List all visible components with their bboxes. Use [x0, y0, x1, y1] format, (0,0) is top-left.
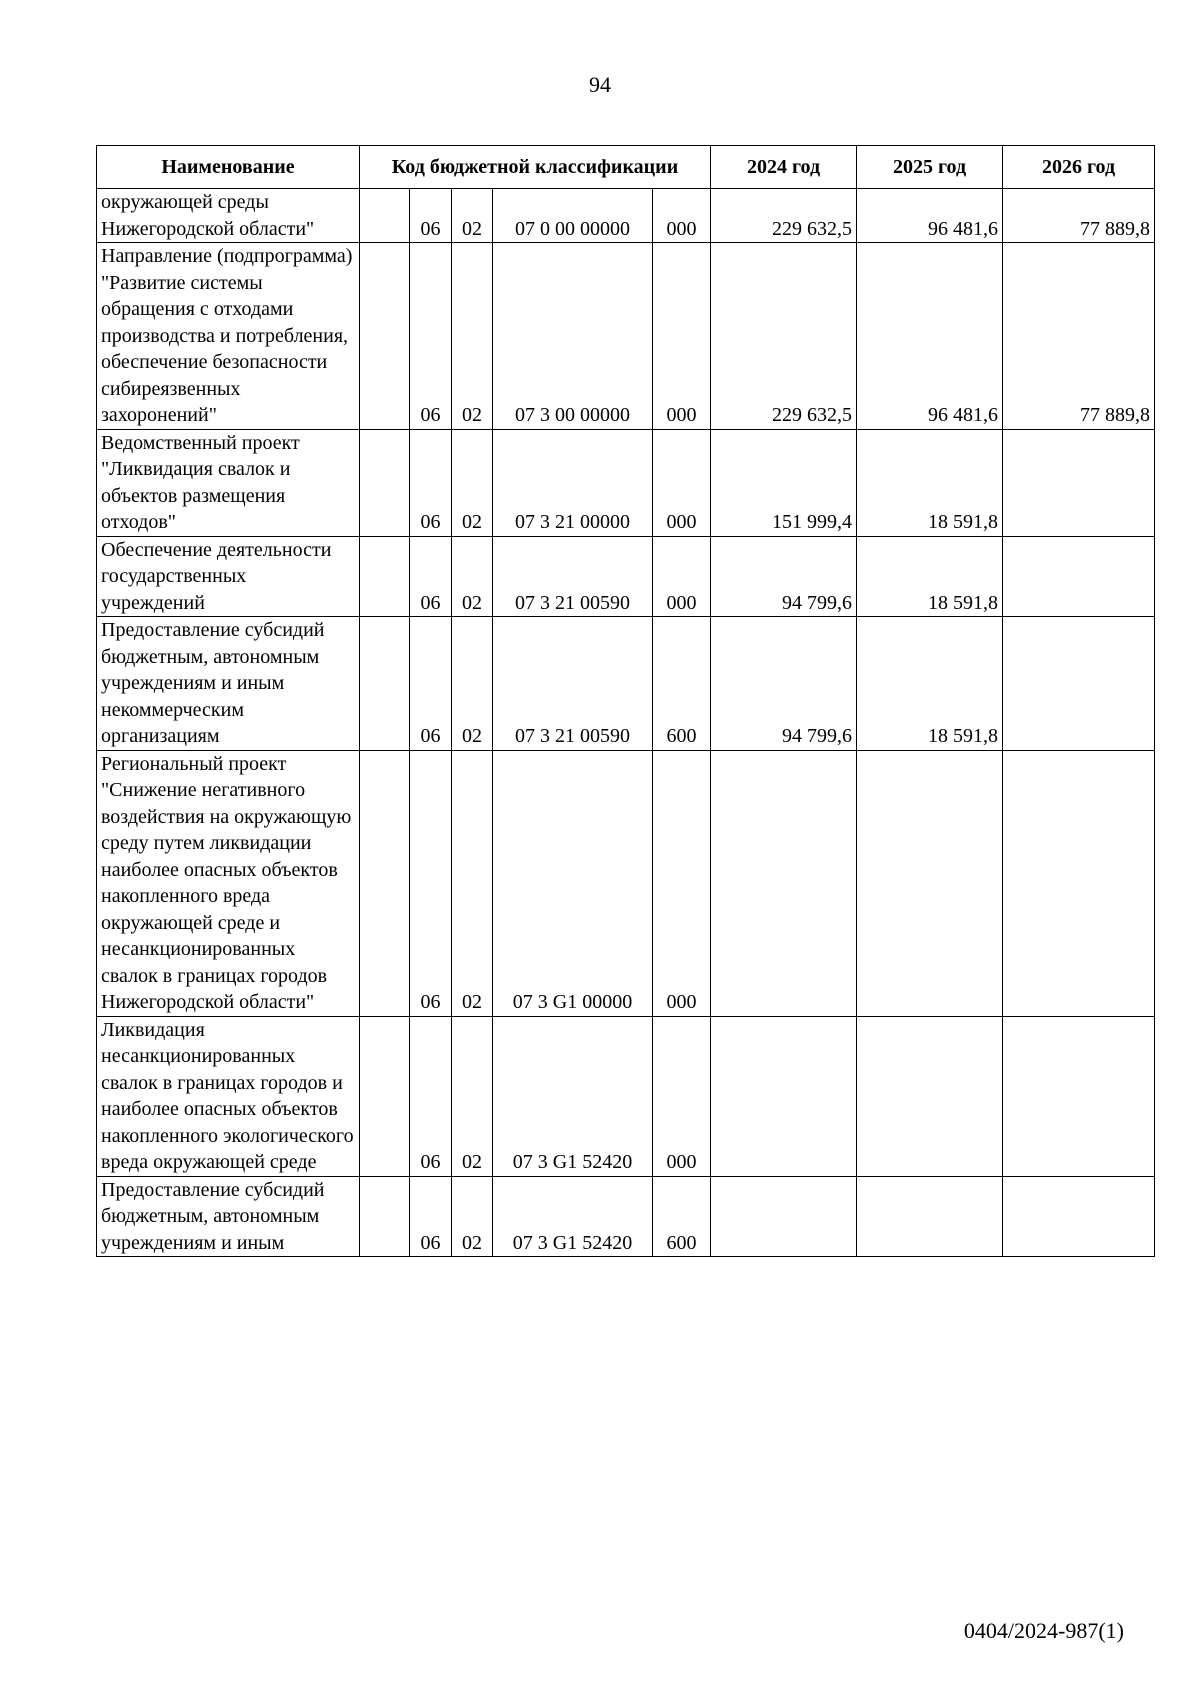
- row-value-2024: [711, 1176, 857, 1257]
- row-code-subsection: 02: [452, 429, 493, 536]
- row-code-empty: [360, 1016, 410, 1176]
- row-value-2025: [857, 1016, 1003, 1176]
- row-code-empty: [360, 429, 410, 536]
- row-value-2024: 94 799,6: [711, 536, 857, 617]
- row-code-expense-type: 000: [653, 189, 711, 243]
- row-code-expense-type: 000: [653, 536, 711, 617]
- row-code-section: 06: [410, 536, 452, 617]
- row-code-target: 07 3 G1 52420: [493, 1016, 653, 1176]
- table-row: [97, 429, 1155, 536]
- row-value-2026: [1003, 429, 1155, 536]
- row-code-expense-type: 600: [653, 1176, 711, 1257]
- row-code-subsection: 02: [452, 1176, 493, 1257]
- row-value-2025: 18 591,8: [857, 429, 1003, 536]
- row-code-empty: [360, 750, 410, 1016]
- row-value-2026: [1003, 1016, 1155, 1176]
- row-code-expense-type: 600: [653, 617, 711, 751]
- table-row: [97, 1016, 1155, 1176]
- page-number: 94: [589, 72, 611, 97]
- row-value-2026: [1003, 617, 1155, 751]
- row-code-subsection: 02: [452, 243, 493, 430]
- row-code-empty: [360, 1176, 410, 1257]
- row-name: окружающей среды Нижегородской области": [97, 189, 360, 243]
- row-value-2025: [857, 750, 1003, 1016]
- row-value-2026: [1003, 1176, 1155, 1257]
- row-value-2024: 94 799,6: [711, 617, 857, 751]
- row-code-subsection: 02: [452, 536, 493, 617]
- table-row: [97, 189, 1155, 243]
- row-code-empty: [360, 617, 410, 751]
- row-value-2024: 229 632,5: [711, 243, 857, 430]
- row-code-expense-type: 000: [653, 750, 711, 1016]
- header-code: Код бюджетной классификации: [360, 146, 711, 189]
- row-code-section: 06: [410, 1176, 452, 1257]
- header-2024: 2024 год: [711, 146, 857, 189]
- row-value-2025: 96 481,6: [857, 189, 1003, 243]
- row-value-2025: 96 481,6: [857, 243, 1003, 430]
- row-value-2024: 229 632,5: [711, 189, 857, 243]
- row-value-2024: [711, 1016, 857, 1176]
- row-code-target: 07 3 00 00000: [493, 243, 653, 430]
- row-code-subsection: 02: [452, 1016, 493, 1176]
- row-name: Направление (подпрограмма) "Развитие системы обращения с отходами производства и потребления, обеспечение безопасности сибиреязвенных захоронений": [97, 243, 360, 430]
- document-number: 0404/2024-987(1): [963, 1618, 1124, 1643]
- row-code-section: 06: [410, 189, 452, 243]
- row-code-target: 07 3 21 00590: [493, 536, 653, 617]
- row-code-expense-type: 000: [653, 1016, 711, 1176]
- row-name: Предоставление субсидий бюджетным, автономным учреждениям и иным некоммерческим организациям: [97, 617, 360, 751]
- row-code-empty: [360, 189, 410, 243]
- row-value-2025: [857, 1176, 1003, 1257]
- table-row: [97, 1176, 1155, 1257]
- header-2026: 2026 год: [1003, 146, 1155, 189]
- row-value-2025: 18 591,8: [857, 536, 1003, 617]
- row-code-empty: [360, 536, 410, 617]
- row-code-target: 07 3 G1 52420: [493, 1176, 653, 1257]
- row-name: Обеспечение деятельности государственных учреждений: [97, 536, 360, 617]
- row-code-target: 07 3 G1 00000: [493, 750, 653, 1016]
- row-code-section: 06: [410, 429, 452, 536]
- budget-table: [96, 145, 1155, 1257]
- row-value-2024: 151 999,4: [711, 429, 857, 536]
- row-value-2026: 77 889,8: [1003, 189, 1155, 243]
- row-name: Предоставление субсидий бюджетным, автономным учреждениям и иным: [97, 1176, 360, 1257]
- row-code-section: 06: [410, 1016, 452, 1176]
- row-code-section: 06: [410, 243, 452, 430]
- table-body: [97, 189, 1155, 1257]
- row-value-2025: 18 591,8: [857, 617, 1003, 751]
- table-row: [97, 243, 1155, 430]
- row-value-2024: [711, 750, 857, 1016]
- row-code-target: 07 0 00 00000: [493, 189, 653, 243]
- row-code-section: 06: [410, 617, 452, 751]
- row-code-expense-type: 000: [653, 429, 711, 536]
- row-code-section: 06: [410, 750, 452, 1016]
- row-code-target: 07 3 21 00000: [493, 429, 653, 536]
- row-code-subsection: 02: [452, 750, 493, 1016]
- row-value-2026: 77 889,8: [1003, 243, 1155, 430]
- row-code-subsection: 02: [452, 617, 493, 751]
- row-code-empty: [360, 243, 410, 430]
- header-name: Наименование: [97, 146, 360, 189]
- row-name: Ведомственный проект "Ликвидация свалок и объектов размещения отходов": [97, 429, 360, 536]
- table-header-row: [97, 146, 1155, 189]
- header-2025: 2025 год: [857, 146, 1003, 189]
- table-row: [97, 750, 1155, 1016]
- row-value-2026: [1003, 536, 1155, 617]
- row-code-subsection: 02: [452, 189, 493, 243]
- table-row: [97, 536, 1155, 617]
- table-row: [97, 617, 1155, 751]
- row-name: Ликвидация несанкционированных свалок в границах городов и наиболее опасных объектов накопленного экологического вреда окружающей среде: [97, 1016, 360, 1176]
- row-name: Региональный проект "Снижение негативного воздействия на окружающую среду путем ликвидации наиболее опасных объектов накопленного вреда окружающей среде и несанкционированных свалок в границах городов Нижегородской области": [97, 750, 360, 1016]
- row-code-target: 07 3 21 00590: [493, 617, 653, 751]
- row-code-expense-type: 000: [653, 243, 711, 430]
- row-value-2026: [1003, 750, 1155, 1016]
